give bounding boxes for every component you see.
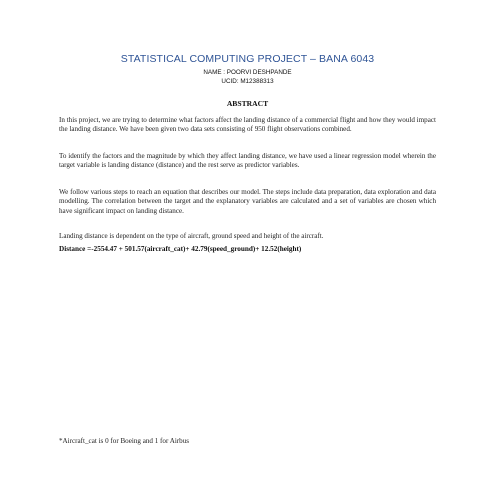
abstract-paragraph: To identify the factors and the magnitude by which they affect landing distance, we have used a linear regression model wherein the target variable is landing distance (distance) and the rest serve as predictor variables. — [59, 152, 436, 170]
footnote: *Aircraft_cat is 0 for Boeing and 1 for Airbus — [59, 437, 190, 445]
abstract-paragraph: Landing distance is dependent on the type of aircraft, ground speed and height of the aircraft. — [59, 232, 324, 240]
abstract-paragraph: In this project, we are trying to determine what factors affect the landing distance of a commercial flight and how they would impact the landing distance. We have been given two data sets consisting of 950 flight observations combined. — [59, 116, 436, 134]
author-ucid: UCID: M12388313 — [221, 78, 274, 85]
author-name: NAME : POORVI DESHPANDE — [203, 69, 292, 76]
abstract-paragraph: We follow various steps to reach an equation that describes our model. The steps include data preparation, data exploration and data modelling. The correlation between the target and the explanatory variables are calculated and a set of variables are chosen which have significant impact on landing distance. — [59, 188, 436, 215]
document-title: STATISTICAL COMPUTING PROJECT – BANA 6043 — [120, 53, 375, 65]
abstract-heading: ABSTRACT — [226, 99, 269, 108]
regression-equation: Distance =-2554.47 + 501.57(aircraft_cat)+ 42.79(speed_ground)+ 12.52(height) — [59, 245, 302, 253]
